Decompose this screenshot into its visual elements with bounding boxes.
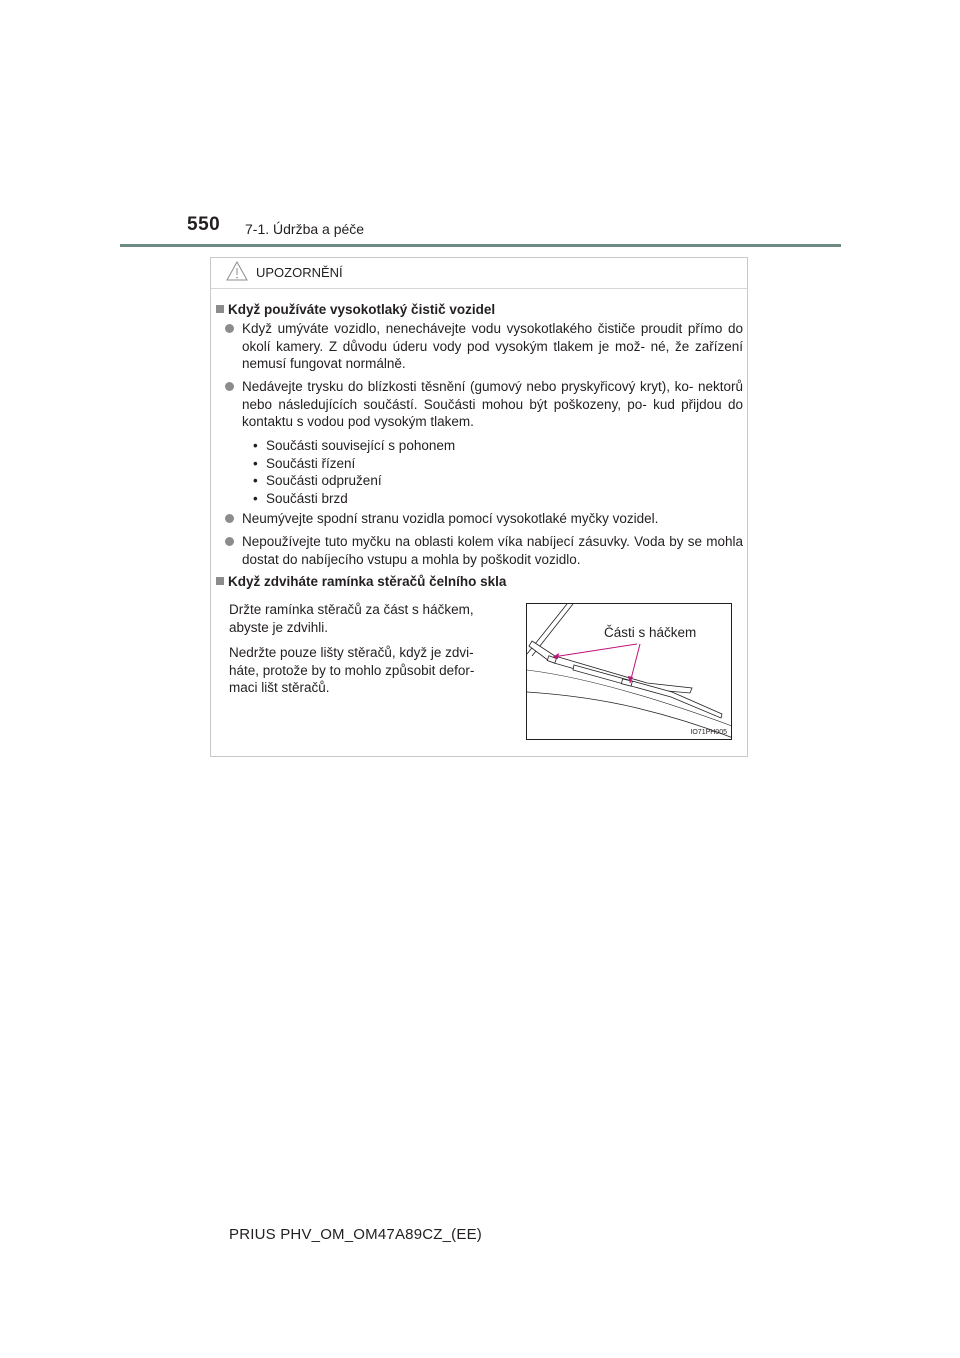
callout-label: Části s háčkem: [604, 625, 697, 640]
bullet-dot-icon: [225, 382, 234, 391]
list-item: [225, 533, 743, 568]
paragraph: Nedržte pouze lišty stěračů, když je zdvi- háte, protože by to mohlo způsobit defor- maci lišt stěračů.: [229, 645, 475, 695]
list-item: [225, 510, 743, 528]
wiper-illustration: [526, 603, 732, 740]
bullet-dot-icon: [225, 514, 234, 523]
section-heading-text: Když používáte vysokotlaký čistič vozidel: [228, 302, 496, 317]
square-bullet-icon: [216, 305, 224, 313]
page-number: 550: [187, 214, 221, 235]
warning-title: UPOZORNĚNÍ: [256, 265, 343, 280]
bullet-text: Neumývejte spodní stranu vozidla pomocí vysokotlaké myčky vozidel.: [242, 511, 659, 526]
list-item: [225, 320, 743, 373]
bullet-text: Nedávejte trysku do blízkosti těsnění (gumový nebo pryskyřicový kryt), ko- nektorů nebo následujících součástí. Součásti mohou být poškozeny, po- kud přijdou do kontaktu s vodou pod vysokým tlakem.: [242, 379, 743, 429]
bullet-dot-icon: [225, 324, 234, 333]
list-item: [225, 378, 743, 431]
warning-box: [210, 257, 748, 757]
sub-list-item: • Součásti brzd: [253, 490, 455, 508]
sub-list-item: • Součásti související s pohonem: [253, 437, 455, 455]
warning-header: [211, 258, 747, 289]
bullet-dot-icon: [225, 537, 234, 546]
section-heading: [216, 574, 506, 589]
header-divider: [120, 244, 841, 247]
sub-list-item: • Součásti odpružení: [253, 472, 455, 490]
section-heading-text: Když zdviháte ramínka stěračů čelního skla: [228, 574, 507, 589]
document-id-footer: PRIUS PHV_OM_OM47A89CZ_(EE): [229, 1226, 482, 1243]
square-bullet-icon: [216, 577, 224, 585]
bullet-text: Nepoužívejte tuto myčku na oblasti kolem víka nabíjecí zásuvky. Voda by se mohla dostat do nabíjecího vstupu a mohla by poškodit vozidlo.: [242, 534, 743, 567]
paragraph: Držte ramínka stěračů za část s háčkem, abyste je zdvihli.: [229, 602, 474, 635]
chapter-title: 7-1. Údržba a péče: [245, 221, 365, 237]
sub-list-item: • Součásti řízení: [253, 455, 455, 473]
bullet-text: Když umýváte vozidlo, nenechávejte vodu vysokotlakého čističe proudit přímo do okolí kamery. Z důvodu úderu vody pod vysokým tlakem je mož- né, že zařízení nemusí fungovat normálně.: [242, 321, 743, 371]
figure-code: IO71PH005: [690, 729, 727, 736]
sub-list: [253, 437, 455, 507]
warning-triangle-icon: [226, 261, 248, 281]
section-heading: [216, 302, 495, 317]
